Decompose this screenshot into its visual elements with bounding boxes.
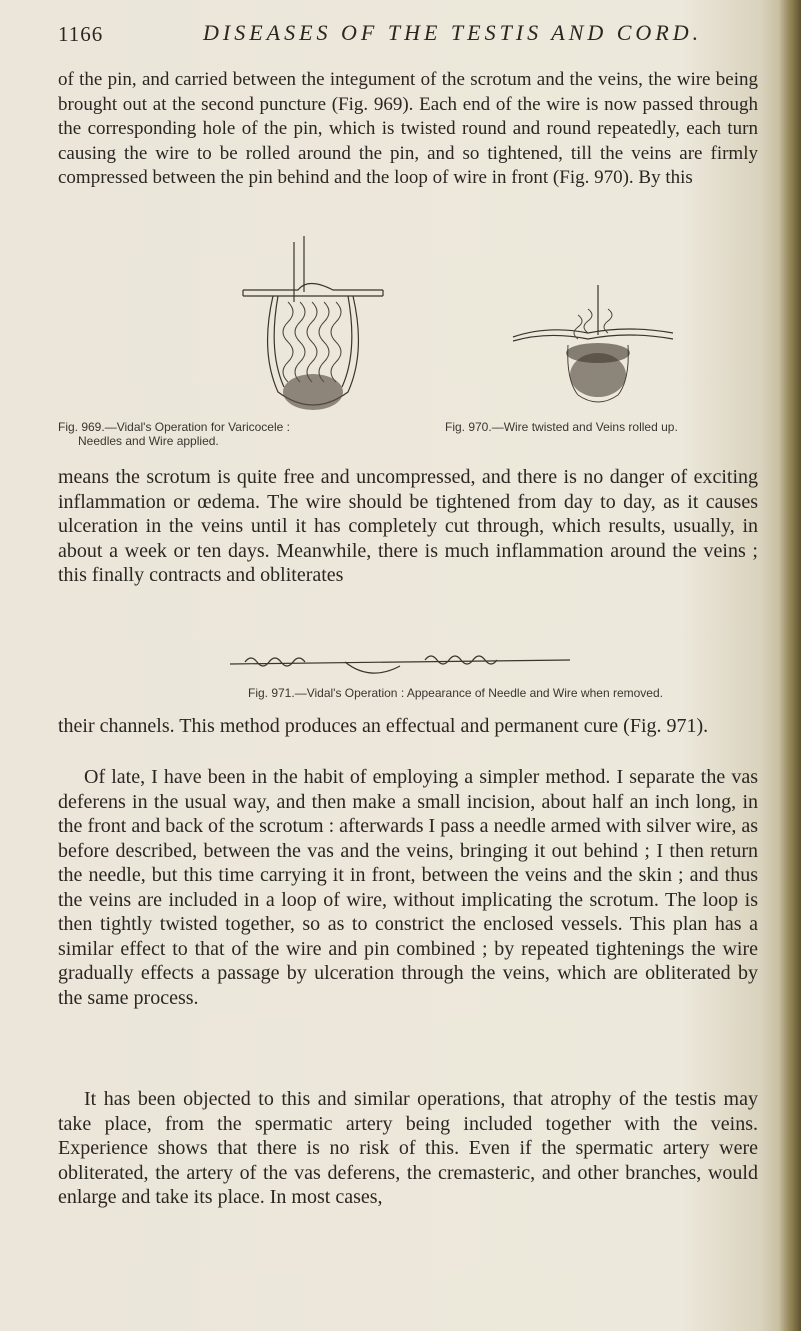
figure-971-illustration <box>225 640 575 680</box>
figure-969-caption <box>58 420 398 448</box>
figure-970-caption: Fig. 970.—Wire twisted and Veins rolled up. <box>445 420 678 434</box>
figure-970-illustration <box>508 285 678 410</box>
paragraph-1: of the pin, and carried between the integument of the scrotum and the veins, the wire being brought out at the second puncture (Fig. 969). Each end of the wire is now passed through the corresponding hole of the pin, which is twisted round and round repeatedly, each turn causing the wire to be rolled around the pin, and so tightened, till the veins are firmly compressed between the pin behind and the loop of wire in front (Fig. 970). By this <box>58 69 758 188</box>
figure-971 <box>225 640 575 680</box>
paragraph-2: means the scrotum is quite free and uncompressed, and there is no danger of exciting inflammation or œdema. The wire should be tightened from day to day, as it causes ulceration in the veins until it has completely cut through, which results, usually, in about a week or ten days. Meanwhile, there is much inflammation around the veins ; this finally contracts and obliterates <box>58 466 758 586</box>
page-number: 1166 <box>58 22 104 46</box>
figure-969-illustration <box>238 232 388 418</box>
paragraph-5: It has been objected to this and similar operations, that atrophy of the testis may take place, from the spermatic artery being included together with the veins. Experience shows that there is no risk of this. Even if the spermatic artery were obliterated, the artery of the vas deferens, the cremasteric, and other branches, would enlarge and take its place. In most cases, <box>58 1088 758 1208</box>
paragraph-4: Of late, I have been in the habit of employing a simpler method. I separate the vas deferens in the usual way, and then make a small incision, about half an inch long, in the front and back of the scrotum : afterwards I pass a needle armed with silver wire, as before described, between the vas and the veins, bringing it out behind ; I then return the needle, but this time carrying it in front, between the veins and the skin ; and thus the veins are included in a loop of wire, without implicating the scrotum. The loop is then tightly twisted together, so as to constrict the enclosed vessels. This plan has a similar effect to that of the wire and pin combined ; by repeated tightenings the wire gradually effects a passage by ulceration through the veins, which are obliterated by the same process. <box>58 766 758 1009</box>
running-head: DISEASES OF THE TESTIS AND CORD. <box>203 20 703 45</box>
figure-969-caption-line1: Fig. 969.—Vidal's Operation for Varicocele : <box>58 420 290 434</box>
figure-970 <box>508 285 678 410</box>
paragraph-3: their channels. This method produces an effectual and permanent cure (Fig. 971). <box>58 715 709 737</box>
page-edge-shadow <box>779 0 801 1331</box>
figure-969 <box>238 232 388 418</box>
figure-971-caption: Fig. 971.—Vidal's Operation : Appearance of Needle and Wire when removed. <box>248 686 663 700</box>
page-header <box>58 14 748 54</box>
figure-969-caption-line2: Needles and Wire applied. <box>78 434 219 448</box>
